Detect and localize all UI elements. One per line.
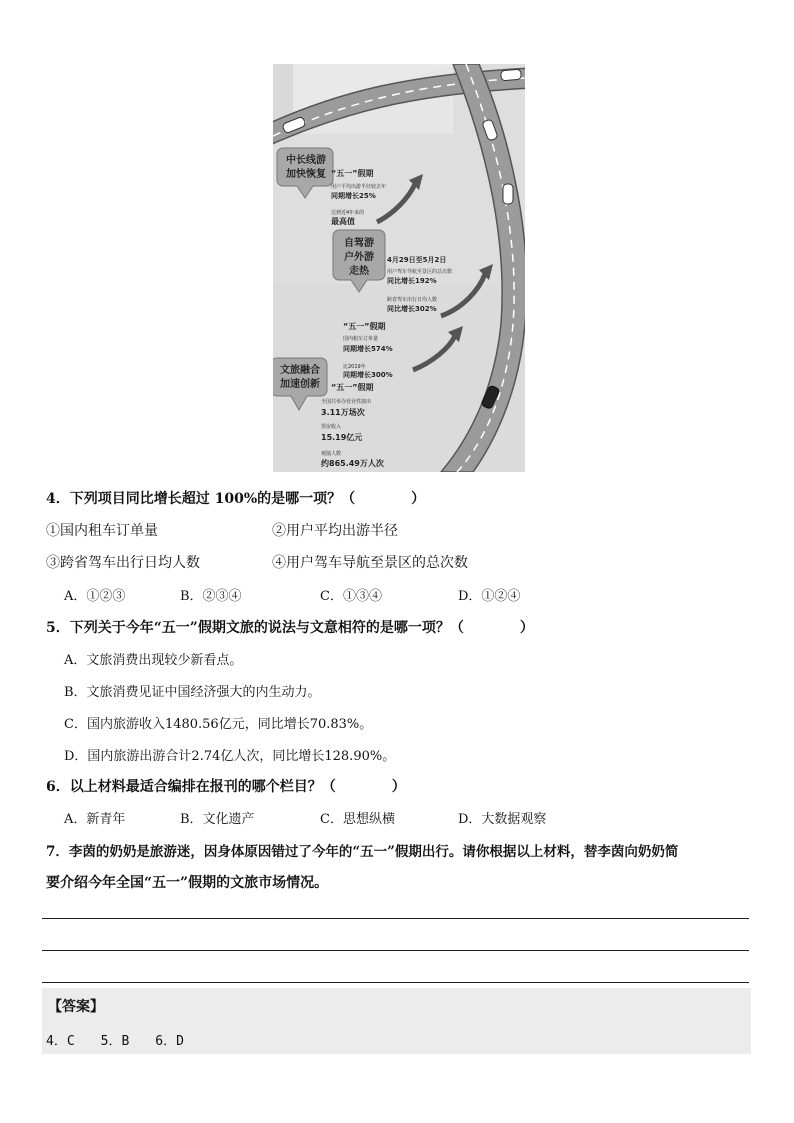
q4-item-1: ①国内租车订单量 <box>46 523 158 539</box>
section2-stat2-label: 跨省驾车出行日均人数 <box>387 297 438 303</box>
q4-option-b[interactable]: B．②③④ <box>180 589 242 604</box>
q7-stem-line2: 要介绍今年全国“五一”假期的文旅市场情况。 <box>46 875 329 891</box>
section2-stat1-label: 用户驾车导航至景区的总次数 <box>387 269 453 275</box>
section3-holiday: “五一”假期 <box>331 383 374 392</box>
q6-option-b[interactable]: B．文化遗产 <box>180 812 255 827</box>
section3-stat1-label: 全国共举办营业性演出 <box>321 399 372 405</box>
answer-title: 【答案】 <box>48 999 104 1015</box>
q5-stem: 5．下列关于今年“五一”假期文旅的说法与文意相符的是哪一项？（ ） <box>46 620 534 636</box>
q6-option-c[interactable]: C．思想纵横 <box>320 812 395 827</box>
q6-stem: 6．以上材料最适合编排在报刊的哪个栏目？（ ） <box>46 779 406 795</box>
q5-option-d[interactable]: D．国内旅游出游合计2.74亿人次，同比增长128.90%。 <box>64 749 396 764</box>
section2-stat3-value: 同期增长574% <box>343 345 393 353</box>
q6-option-a[interactable]: A．新青年 <box>64 812 126 827</box>
section2-stat1-value: 同比增长192% <box>387 277 437 285</box>
q6-option-d[interactable]: D．大数据观察 <box>458 812 547 827</box>
section2-holiday: “五一”假期 <box>343 322 386 331</box>
q4-option-c[interactable]: C．①③④ <box>320 589 382 604</box>
q4-item-3: ③跨省驾车出行日均人数 <box>46 555 200 571</box>
q4-item-4: ④用户驾车导航至景区的总次数 <box>272 555 468 571</box>
infographic-figure <box>273 64 525 472</box>
section2-stat2-value: 同比增长302% <box>387 305 437 313</box>
section1-title-line1: 中长线游 <box>286 155 326 166</box>
section1-stat2-value: 最高值 <box>331 217 355 226</box>
section1-stat1-value: 同期增长25% <box>331 192 376 200</box>
section2-stat3-label: 国内租车订单量 <box>343 336 379 342</box>
section2-title-line3: 走热 <box>349 266 369 277</box>
section2-title-line1: 自驾游 <box>344 238 374 249</box>
q4-stem: 4．下列项目同比增长超过 100%的是哪一项？（ ） <box>46 491 426 507</box>
section2-stat4-label: 比2019年 <box>343 364 366 370</box>
q4-item-2: ②用户平均出游半径 <box>272 523 398 539</box>
section3-title-line2: 加速创新 <box>280 379 320 390</box>
section1-title-line2: 加快恢复 <box>286 169 326 180</box>
section1-stat1-label: 用户平均出游半径较去年 <box>331 184 387 190</box>
infographic-svg <box>273 64 525 472</box>
section2-stat4-value: 同期增长300% <box>343 371 393 379</box>
answer-box <box>42 988 751 1054</box>
answer-line-1[interactable] <box>42 918 749 919</box>
section3-stat1-value: 3.11万场次 <box>321 408 365 417</box>
car-icon <box>503 184 513 204</box>
section2-title-line2: 户外游 <box>344 252 374 263</box>
q5-option-c[interactable]: C．国内旅游收入1480.56亿元，同比增长70.83%。 <box>64 717 373 732</box>
section3-stat2-value: 15.19亿元 <box>321 433 363 442</box>
answer-line-3[interactable] <box>42 982 749 983</box>
section3-stat2-label: 票房收入 <box>321 424 342 430</box>
section3-stat3-label: 观演人数 <box>321 451 342 457</box>
section3-title-line1: 文旅融合 <box>280 365 320 376</box>
car-icon <box>501 69 522 81</box>
section2-dates: 4月29日至5月2日 <box>387 256 447 264</box>
section3-stat3-value: 约865.49万人次 <box>321 459 384 468</box>
section1-stat2-label: 达到近4年来的 <box>331 210 365 216</box>
q5-option-b[interactable]: B．文旅消费见证中国经济强大的内生动力。 <box>64 685 321 700</box>
answer-line-2[interactable] <box>42 950 749 951</box>
answer-text: 4．C 5．B 6．D <box>46 1034 184 1049</box>
q4-option-d[interactable]: D．①②④ <box>458 589 521 604</box>
q7-stem-line1: 7．李茵的奶奶是旅游迷，因身体原因错过了今年的“五一”假期出行。请你根据以上材料，替李茵向奶奶简 <box>46 844 679 860</box>
q4-option-a[interactable]: A．①②③ <box>64 589 126 604</box>
q5-option-a[interactable]: A．文旅消费出现较少新看点。 <box>64 653 243 668</box>
section1-holiday: “五一”假期 <box>331 169 374 178</box>
